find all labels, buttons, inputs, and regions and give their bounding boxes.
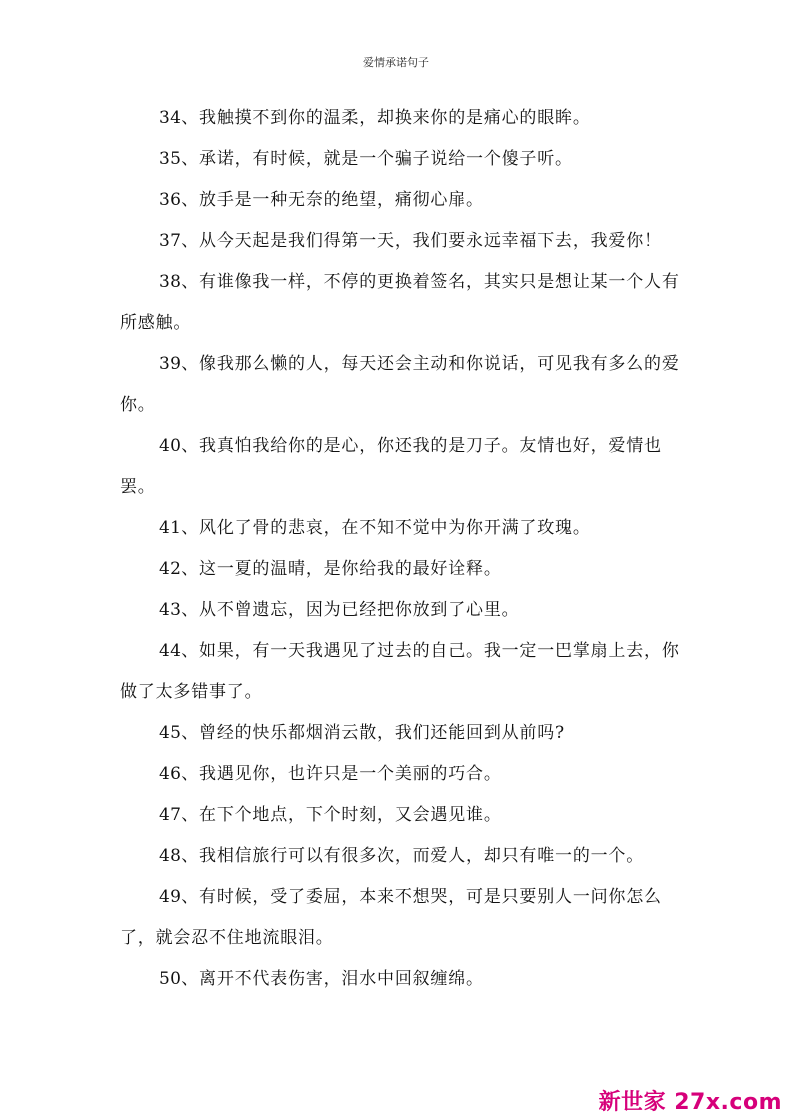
item-text: 、放手是一种无奈的绝望，痛彻心扉。 <box>181 190 484 210</box>
item-number: 40 <box>159 436 182 456</box>
item-number: 47 <box>159 805 182 825</box>
list-item <box>120 262 680 344</box>
list-item <box>120 877 680 959</box>
item-text: 、我真怕我给你的是心，你还我的是刀子。友情也好，爱情也罢。 <box>120 436 662 497</box>
item-text: 、这一夏的温晴，是你给我的最好诠释。 <box>181 559 502 579</box>
item-number: 34 <box>159 108 182 128</box>
item-number: 38 <box>159 272 182 292</box>
list-item <box>120 836 680 877</box>
document-body <box>120 98 680 1000</box>
list-item <box>120 508 680 549</box>
list-item <box>120 959 680 1000</box>
item-number: 37 <box>159 231 182 251</box>
item-text: 、有时候，受了委屈，本来不想哭，可是只要别人一问你怎么了，就会忍不住地流眼泪。 <box>120 887 662 948</box>
page-title: 爱情承诺句子 <box>363 56 429 69</box>
list-item <box>120 98 680 139</box>
item-text: 、风化了骨的悲哀，在不知不觉中为你开满了玫瑰。 <box>181 518 591 538</box>
item-text: 、在下个地点，下个时刻，又会遇见谁。 <box>181 805 502 825</box>
item-text: 、像我那么懒的人，每天还会主动和你说话，可见我有多么的爱你。 <box>120 354 680 415</box>
list-item <box>120 590 680 631</box>
item-number: 42 <box>159 559 182 579</box>
item-text: 、离开不代表伤害，泪水中回叙缠绵。 <box>181 969 484 989</box>
item-number: 43 <box>159 600 182 620</box>
item-number: 44 <box>159 641 182 661</box>
item-text: 、曾经的快乐都烟消云散，我们还能回到从前吗? <box>181 723 565 743</box>
item-number: 39 <box>159 354 182 374</box>
item-number: 45 <box>159 723 182 743</box>
item-text: 、我遇见你，也许只是一个美丽的巧合。 <box>181 764 502 784</box>
item-number: 48 <box>159 846 182 866</box>
list-item <box>120 180 680 221</box>
item-number: 50 <box>159 969 182 989</box>
list-item <box>120 631 680 713</box>
list-item <box>120 221 680 262</box>
item-text: 、有谁像我一样，不停的更换着签名，其实只是想让某一个人有所感触。 <box>120 272 680 333</box>
item-number: 35 <box>159 149 182 169</box>
list-item <box>120 426 680 508</box>
site-watermark: 新世家 27x.com <box>598 1090 782 1115</box>
list-item <box>120 139 680 180</box>
list-item <box>120 713 680 754</box>
item-text: 、我触摸不到你的温柔，却换来你的是痛心的眼眸。 <box>181 108 591 128</box>
item-number: 41 <box>159 518 182 538</box>
item-number: 36 <box>159 190 182 210</box>
item-number: 46 <box>159 764 182 784</box>
list-item <box>120 549 680 590</box>
item-text: 、我相信旅行可以有很多次，而爱人，却只有唯一的一个。 <box>181 846 645 866</box>
item-number: 49 <box>159 887 182 907</box>
list-item <box>120 344 680 426</box>
item-text: 、如果，有一天我遇见了过去的自己。我一定一巴掌扇上去，你做了太多错事了。 <box>120 641 680 702</box>
list-item <box>120 795 680 836</box>
item-text: 、从不曾遗忘，因为已经把你放到了心里。 <box>181 600 520 620</box>
item-text: 、从今天起是我们得第一天，我们要永远幸福下去，我爱你！ <box>181 231 662 251</box>
list-item <box>120 754 680 795</box>
item-text: 、承诺，有时候，就是一个骗子说给一个傻子听。 <box>181 149 573 169</box>
